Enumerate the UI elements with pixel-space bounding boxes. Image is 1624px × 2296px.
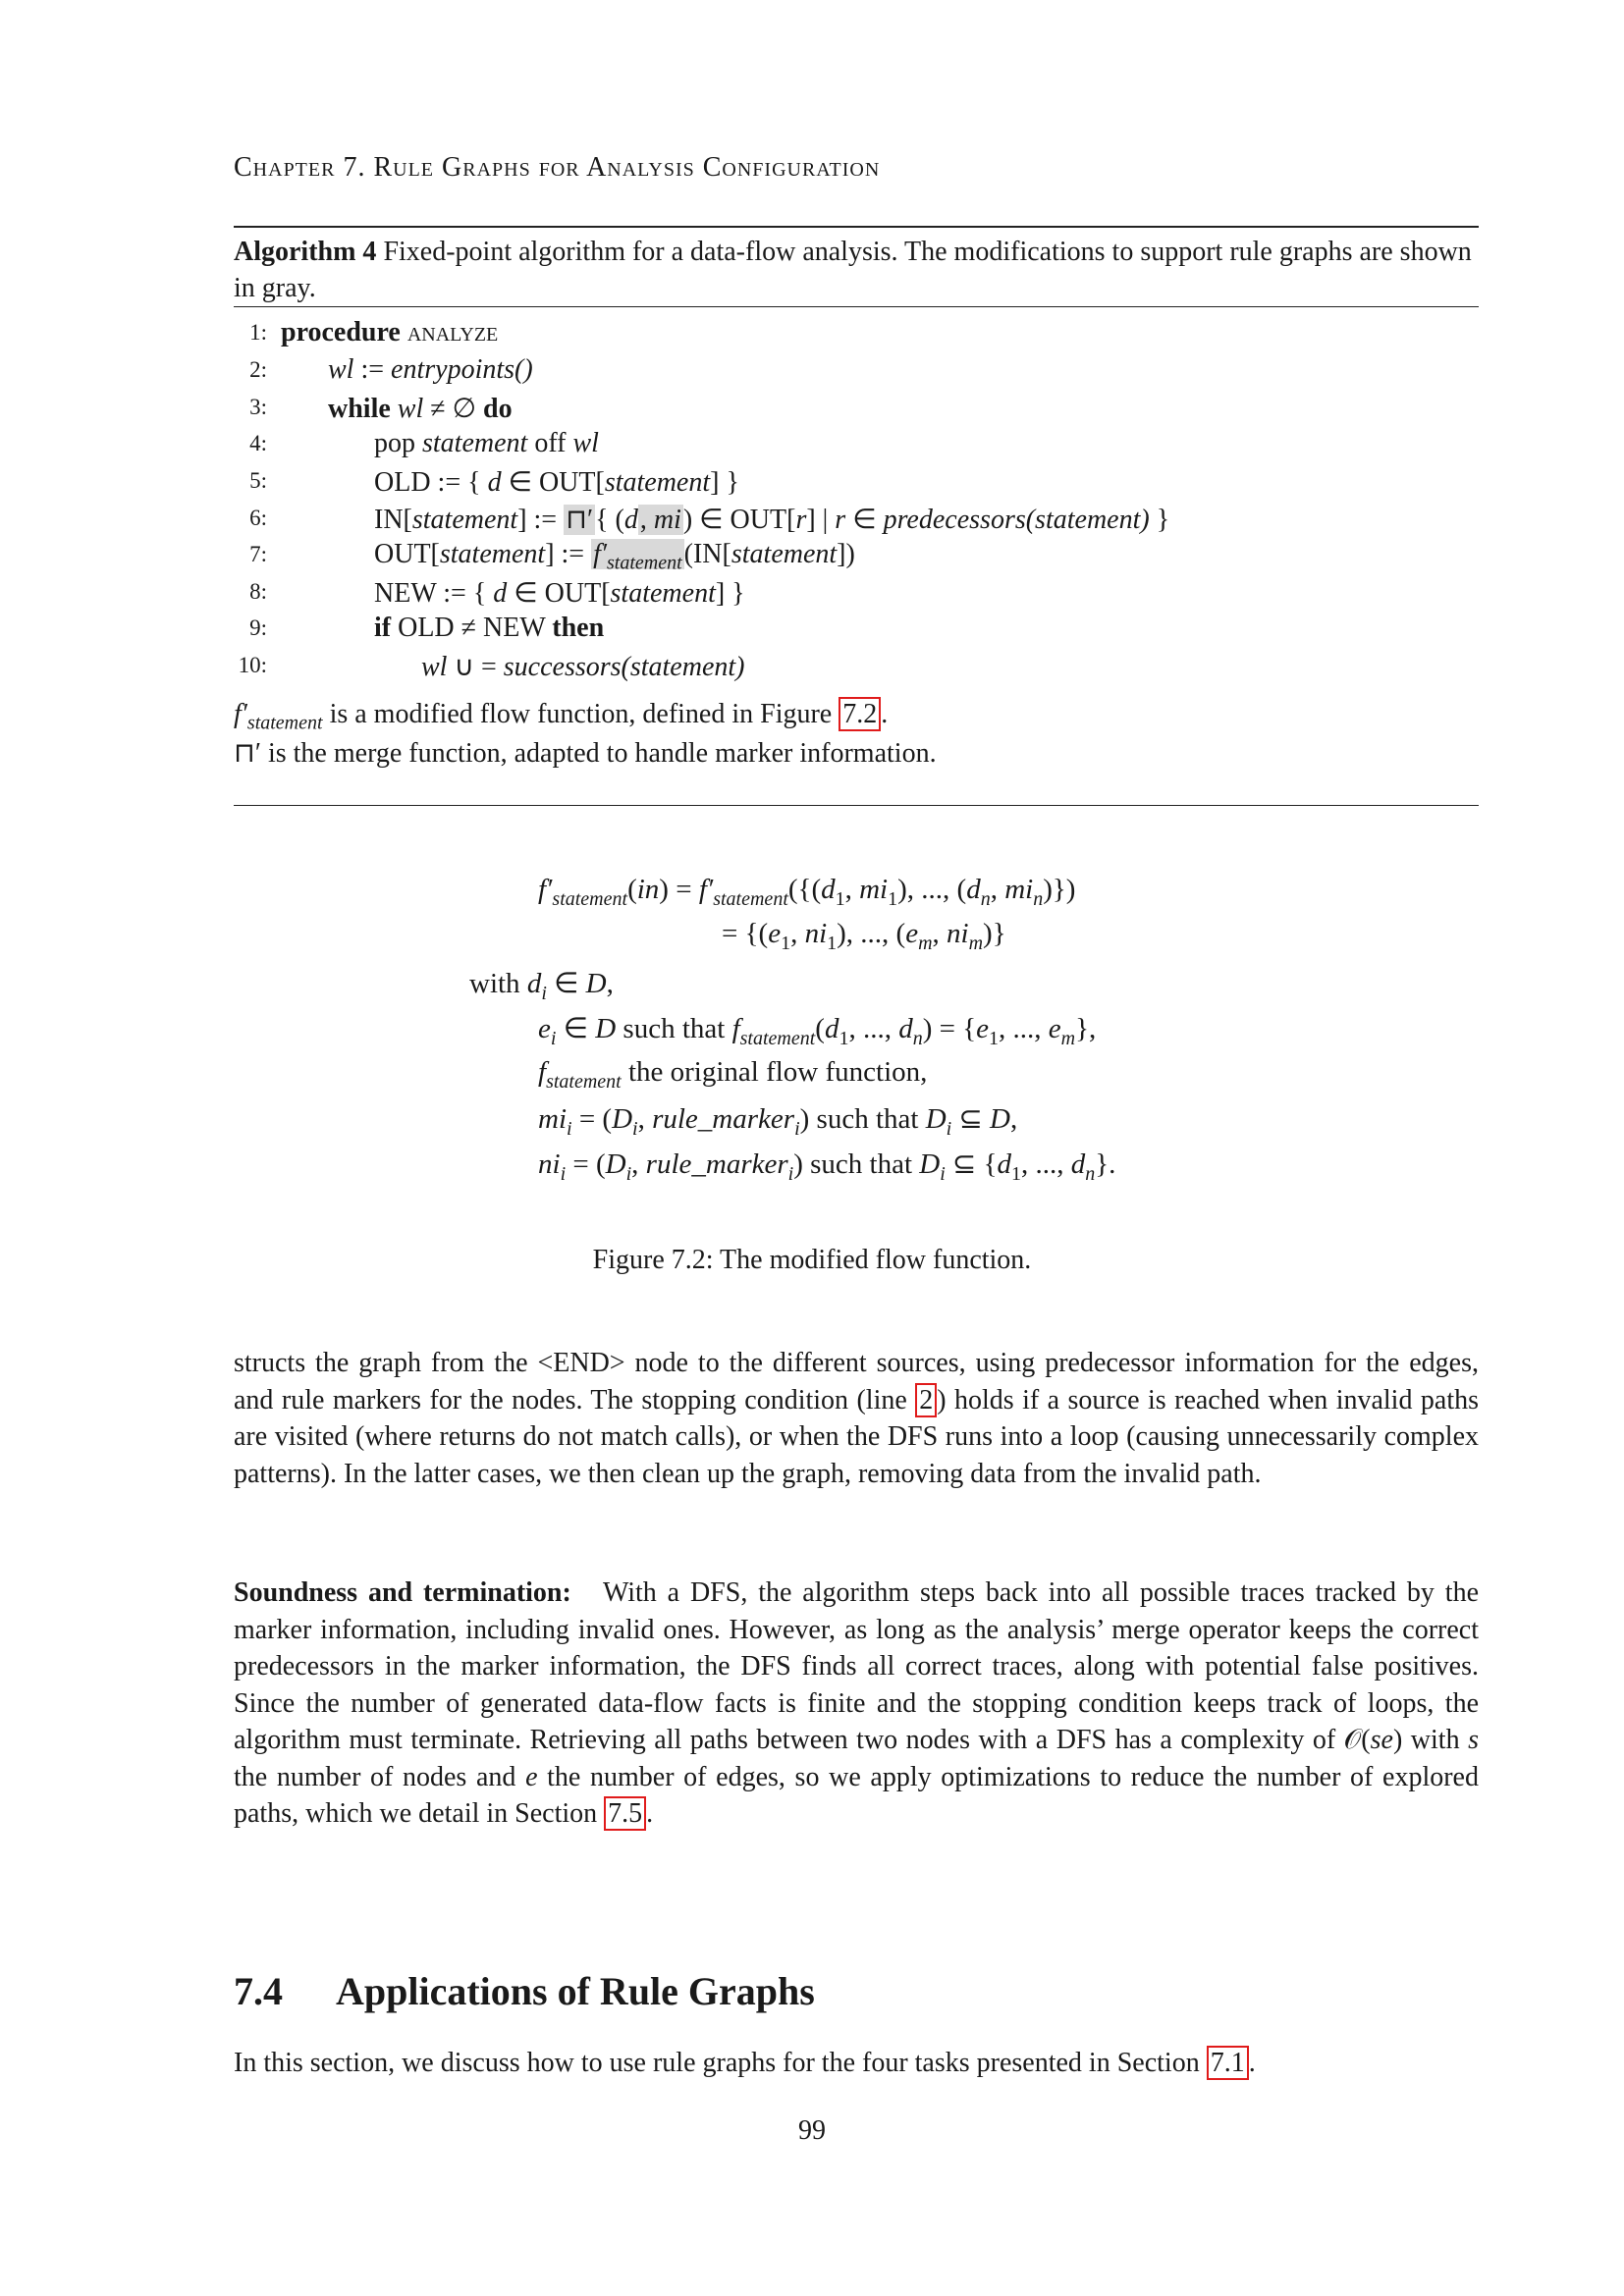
eq-line-6: $mi_i = (D_i$, rule_marker$_i$) such that $D_i$ ⊆ D, [538,1103,1018,1140]
eq-line-3: with $d_i$ ∈ D, [469,968,614,1004]
line-ref-link[interactable]: 2 [915,1383,937,1417]
body-paragraph-2: Soundness and termination: With a DFS, the algorithm steps back into all possible traces tracked by the marker information, including invalid ones. However, as long as the analysis’ merge operator keeps the correct predecessors in the marker information, the DFS finds all correct traces, along with potential false positives. Since the number of generated data-flow facts is finite and the stopping condition keeps track of loops, the algorithm must terminate. Retrieving all paths between two nodes with a DFS has a complexity of 𝒪(se) with s the number of nodes and e the number of edges, so we apply optimizations to reduce the number of explored paths, which we detail in Section 7.5 . [234,1577,1480,1829]
line-number: 1: [249,320,267,345]
figure-ref-link[interactable]: 7.2 [839,697,881,731]
section-heading [234,1968,815,2014]
line-number: 4: [249,431,267,455]
section-number: 7.4 [234,1969,283,2013]
section-ref-link[interactable]: 7.5 [604,1796,646,1831]
line-number: 7: [249,542,267,566]
line-number: 2: [249,357,267,382]
algorithm-caption-text: Fixed-point algorithm for a data-flow analysis. The modifications to support rule graphs are shown in gray. [234,237,1472,303]
section-ref-link-2[interactable]: 7.1 [1207,2046,1249,2080]
body-paragraph-1: structs the graph from the <END> node to the different sources, using predecessor information for the edges, and rule markers for the nodes. The stopping condition (line 2 ) holds if a source is reached when invalid paths are visited (where returns do not match calls), or when the DFS runs into a loop (causing unnecessarily complex patterns). In the latter cases, we then clean up the graph, removing data from the invalid path. [234,1348,1479,1489]
algorithm-note-2: ⊓′ is the merge function, adapted to handle marker information. [234,738,937,769]
line-number: 9: [249,615,267,640]
line-number: 6: [249,506,267,530]
algorithm-note-1: $f'_{statement}$ is a modified flow function, defined in Figure 7.2 . [234,699,889,734]
algorithm-mid-rule [234,306,1479,307]
eq-line-5: $f_{statement}$ the original flow function, [538,1056,928,1093]
eq-line-7: $ni_i = (D_i$, rule_marker$_i$) such that $D_i$ ⊆ {$d_1$, ..., $d_n$}. [538,1148,1116,1185]
eq-line-1: $f'_{statement}(in) = f'_{statement}(\{(d_1$, $mi_1$), ..., ($d_n$, $mi_n$)}) [538,874,1076,910]
chapter-header: Chapter 7. Rule Graphs for Analysis Configuration [234,152,881,183]
line-number: 10: [238,653,267,677]
algorithm-label: Algorithm 4 [234,237,377,267]
figure-caption: Figure 7.2: The modified flow function. [592,1245,1032,1275]
paragraph-heading: Soundness and termination: [234,1577,571,1608]
eq-line-4: $e_i$ ∈ D such that $f_{statement}(d_1$, ..., $d_n) = \{e_1$, ..., $e_m$}, [538,1013,1097,1049]
algorithm-bottom-rule [234,805,1479,806]
line-number: 8: [249,579,267,604]
eq-line-2: = {($e_1$, $ni_1$), ..., ($e_m$, $ni_m$)} [722,918,1006,954]
section-title: Applications of Rule Graphs [336,1969,815,2013]
line-number: 3: [249,395,267,419]
algorithm-caption [234,234,1479,306]
page-number: 99 [798,2115,826,2146]
line-number: 5: [249,468,267,493]
body-paragraph-3: In this section, we discuss how to use rule graphs for the four tasks presented in Section 7.1 . [234,2048,1256,2078]
algorithm-top-rule [234,226,1479,228]
